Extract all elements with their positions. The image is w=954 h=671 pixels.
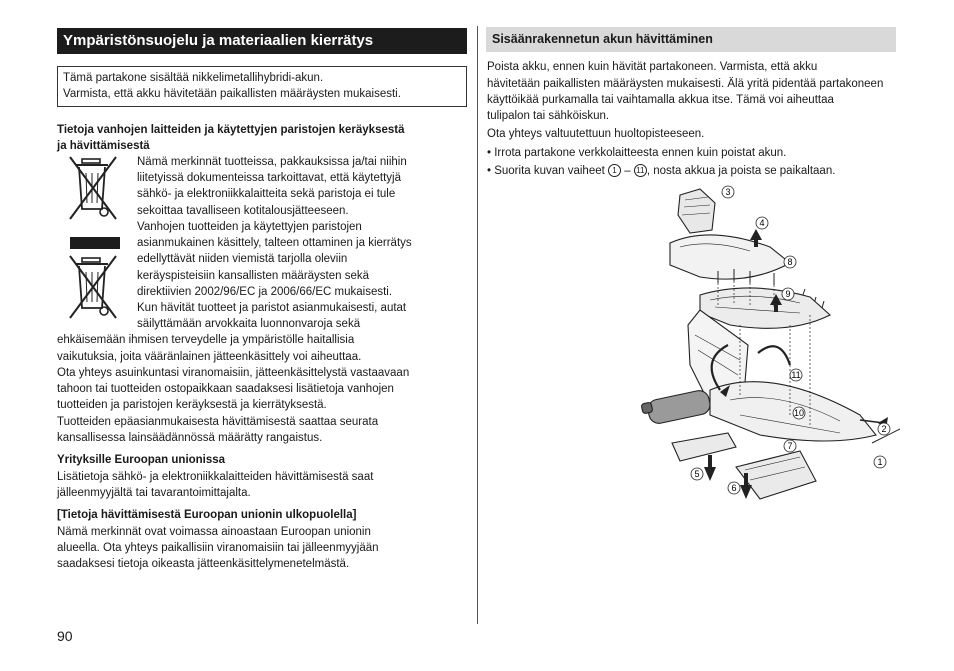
step-1-marker: 1 <box>608 164 621 177</box>
bullet-steps-dash: – <box>621 165 634 177</box>
callout-7 <box>784 440 796 452</box>
collection-heading-line: Tietoja vanhojen laitteiden ja käytettyjen paristojen keräyksestä <box>57 124 405 136</box>
callout-label: 4 <box>759 218 765 228</box>
callout-6 <box>728 482 740 494</box>
collection-text-line: edellyttävät niiden viemistä tarjolla oleviin <box>137 253 348 265</box>
callout-5 <box>691 468 703 480</box>
notice-line: Tämä partakone sisältää nikkelimetallihybridi-akun. <box>63 72 324 84</box>
callout-label: 10 <box>793 408 805 418</box>
collection-text-line: vaikutuksia, joita vääränlainen jätteenkäsittely voi aiheuttaa. <box>57 351 362 363</box>
intro-line: Ota yhteys valtuutettuun huoltopisteeseen. <box>487 128 705 140</box>
intro-line: tulipalon tai sähköiskun. <box>487 110 610 122</box>
callout-4 <box>756 217 768 229</box>
callout-1 <box>874 456 886 468</box>
collection-text-line: asianmukainen käsittely, talteen ottaminen ja kierrätys <box>137 237 412 249</box>
collection-text-line: Tuotteiden epäasianmukaisesta hävittämisestä saattaa seurata <box>57 416 379 428</box>
eu-business-line: jälleenmyyjältä tai tavarantoimittajalta. <box>57 487 251 499</box>
callout-label: 7 <box>787 441 793 451</box>
callout-label: 3 <box>725 187 731 197</box>
callout-2 <box>878 423 890 435</box>
callout-3 <box>722 186 734 198</box>
callout-label: 8 <box>787 257 793 267</box>
weee-black-bar <box>70 237 120 249</box>
column-divider <box>477 26 478 624</box>
collection-text-line: ehkäisemään ihmisen terveydelle ja ympäristölle haitallisia <box>57 334 355 346</box>
callout-10 <box>793 407 805 419</box>
shaver-disassembly-diagram <box>640 185 900 505</box>
callout-label: 1 <box>877 457 883 467</box>
collection-text-line: säilyttämään arvokkaita luonnonvaroja sekä <box>137 318 361 330</box>
collection-text-line: tahoon tai tuotteiden ostopaikkaan saadaksesi lisätietoja vanhojen <box>57 383 394 395</box>
collection-text-line: Ota yhteys asuinkuntasi viranomaisiin, jätteenkäsittelystä vastaavaan <box>57 367 410 379</box>
collection-text-line: liitetyissä dokumenteissa tarkoittavat, että käytettyjä <box>137 172 401 184</box>
bullet-unplug: • Irrota partakone verkkolaitteesta ennen kuin poistat akun. <box>487 147 787 159</box>
intro-line: Poista akku, ennen kuin hävität partakoneen. Varmista, että akku <box>487 61 818 73</box>
section-heading-battery-removal: Sisäänrakennetun akun hävittäminen <box>486 27 896 52</box>
weee-crossed-bin-icon <box>64 153 124 225</box>
collection-text-line: keräyspisteisiin kansallisten määräysten sekä <box>137 270 370 282</box>
callout-label: 11 <box>791 370 801 380</box>
notice-line: Varmista, että akku hävitetään paikallisten määräysten mukaisesti. <box>63 88 401 100</box>
collection-text-line: Kun hävität tuotteet ja paristot asianmukaisesti, autat <box>137 302 407 314</box>
page-number: 90 <box>57 628 73 644</box>
callout-label: 5 <box>694 469 700 479</box>
callout-9 <box>782 288 794 300</box>
battery-notice-box <box>57 66 467 107</box>
eu-business-line: Lisätietoja sähkö- ja elektroniikkalaitteiden hävittämisestä saat <box>57 471 374 483</box>
callout-11 <box>790 369 802 381</box>
collection-text-line: sähkö- ja elektroniikkalaitteita sekä paristoja ei tule <box>137 188 396 200</box>
collection-heading-line: ja hävittämisestä <box>57 140 150 152</box>
collection-text-line: sekoittaa tavalliseen kotitalousjätteeseen. <box>137 205 349 217</box>
callout-label: 6 <box>731 483 737 493</box>
callout-label: 9 <box>785 289 791 299</box>
bullet-steps <box>487 163 835 179</box>
callout-8 <box>784 256 796 268</box>
outside-eu-line: Nämä merkinnät ovat voimassa ainoastaan Euroopan unionin <box>57 526 371 538</box>
bullet-steps-prefix: • Suorita kuvan vaiheet <box>487 165 609 177</box>
collection-text-line: Vanhojen tuotteiden ja käytettyjen paristojen <box>137 221 362 233</box>
intro-line: käyttöikää purkamalla tai vaihtamalla akkua itse. Tämä voi aiheuttaa <box>487 94 834 106</box>
collection-text-line: tuotteiden ja paristojen keräyksestä ja kierrätyksestä. <box>57 399 327 411</box>
outside-eu-heading: [Tietoja hävittämisestä Euroopan unionin ulkopuolella] <box>57 509 357 521</box>
outside-eu-line: saadaksesi tietoja oikeasta jätteenkäsittelymenetelmästä. <box>57 558 350 570</box>
callout-label: 2 <box>881 424 887 434</box>
step-11-marker: 11 <box>634 164 647 177</box>
collection-text-line: direktiivien 2002/96/EC ja 2006/66/EC mukaisesti. <box>137 286 393 298</box>
eu-business-heading: Yrityksille Euroopan unionissa <box>57 454 226 466</box>
section-heading-environment: Ympäristönsuojelu ja materiaalien kierrätys <box>57 28 467 54</box>
collection-text-line: kansallisessa lainsäädännössä määrätty rangaistus. <box>57 432 323 444</box>
outside-eu-line: alueella. Ota yhteys paikallisiin viranomaisiin tai jälleenmyyjään <box>57 542 379 554</box>
collection-text-line: Nämä merkinnät tuotteissa, pakkauksissa ja/tai niihin <box>137 156 407 168</box>
battery-crossed-bin-icon <box>64 252 124 324</box>
intro-line: hävitetään paikallisten määräysten mukaisesti. Älä yritä pidentää partakoneen <box>487 78 884 90</box>
bullet-steps-suffix: , nosta akkua ja poista se paikaltaan. <box>646 165 836 177</box>
